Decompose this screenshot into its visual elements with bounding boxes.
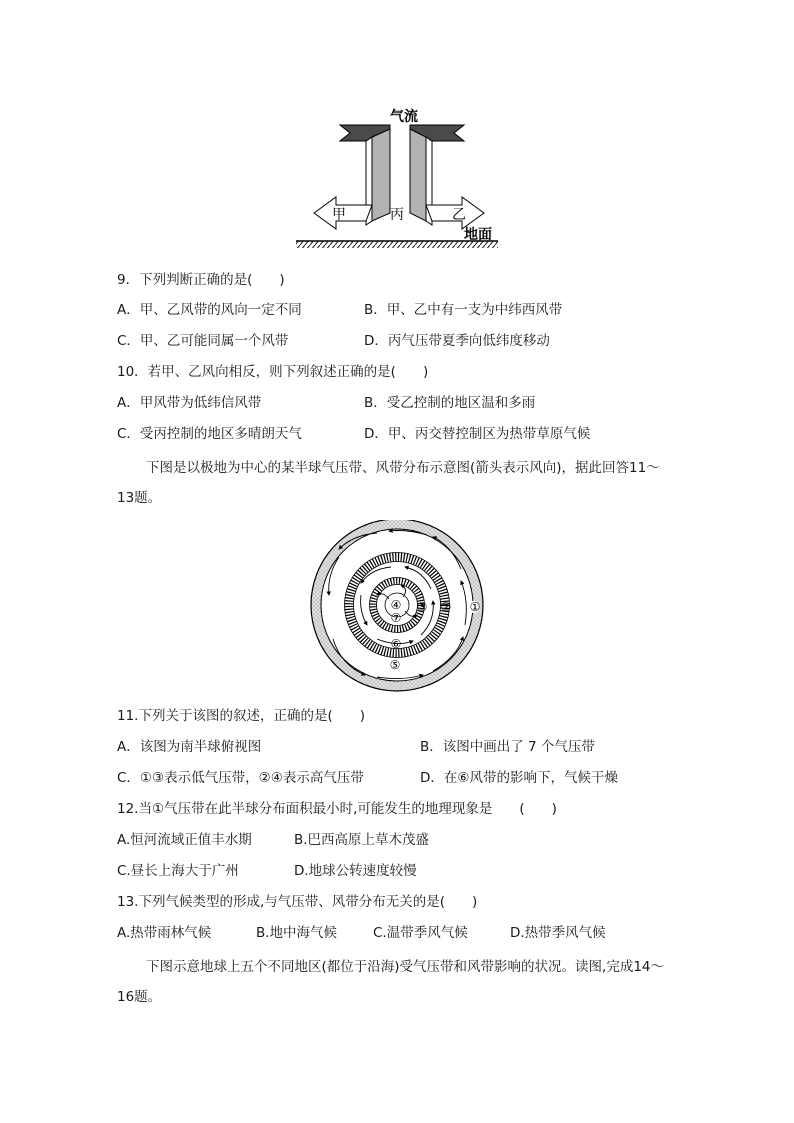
label-7: ⑦ xyxy=(390,611,402,625)
q11-option-c: C．①③表示低气压带，②④表示高气压带 xyxy=(117,770,364,786)
q10-option-c: C．受丙控制的地区多晴朗天气 xyxy=(117,426,302,442)
q13-option-c: C.温带季风气候 xyxy=(373,925,468,941)
label-yi: 乙 xyxy=(452,207,466,223)
label-ground: 地面 xyxy=(464,227,492,243)
q10-option-b: B．受乙控制的地区温和多雨 xyxy=(364,395,536,411)
q13-stem: 13.下列气候类型的形成,与气压带、风带分布无关的是( ) xyxy=(117,894,478,910)
q12-option-c: C.昼长上海大于广州 xyxy=(117,863,239,879)
q12-stem: 12.当①气压带在此半球分布面积最小时,可能发生的地理现象是 ( ) xyxy=(117,801,557,817)
q12-option-d: D.地球公转速度较慢 xyxy=(294,863,417,879)
label-jia: 甲 xyxy=(332,207,346,223)
q12-option-b: B.巴西高原上草木茂盛 xyxy=(294,832,430,848)
label-3: ③ xyxy=(416,600,428,614)
q10-stem: 10．若甲、乙风向相反，则下列叙述正确的是( ) xyxy=(117,364,429,380)
q9-option-c: C．甲、乙可能同属一个风带 xyxy=(117,333,289,349)
label-bing: 丙 xyxy=(390,207,404,223)
intro-2-line-1: 下图是以极地为中心的某半球气压带、风带分布示意图(箭头表示风向)，据此回答11～ xyxy=(146,460,660,476)
pressure-belt-diagram xyxy=(0,520,794,700)
q13-option-b: B.地中海气候 xyxy=(256,925,338,941)
label-2: ② xyxy=(440,600,452,614)
q11-stem: 11.下列关于该图的叙述，正确的是( ) xyxy=(117,708,366,724)
intro-3-line-2: 16题。 xyxy=(117,989,162,1005)
q9-stem: 9．下列判断正确的是( ) xyxy=(117,272,285,288)
q12-option-a: A.恒河流域正值丰水期 xyxy=(117,832,252,848)
q11-option-b: B．该图中画出了 7 个气压带 xyxy=(420,739,595,755)
label-4: ④ xyxy=(390,598,402,612)
q11-option-a: A．该图为南半球俯视图 xyxy=(117,739,262,755)
intro-3-line-1: 下图示意地球上五个不同地区(都位于沿海)受气压带和风带影响的状况。读图,完成14～ xyxy=(146,959,665,975)
q9-option-d: D．丙气压带夏季向低纬度移动 xyxy=(364,333,550,349)
label-6: ⑥ xyxy=(390,637,402,651)
q10-option-d: D．甲、丙交替控制区为热带草原气候 xyxy=(364,426,591,442)
q9-option-b: B．甲、乙中有一支为中纬西风带 xyxy=(364,302,563,318)
label-5: ⑤ xyxy=(389,658,401,672)
label-1: ① xyxy=(469,600,481,614)
intro-2-line-2: 13题。 xyxy=(117,490,162,506)
q9-option-a: A．甲、乙风带的风向一定不同 xyxy=(117,302,302,318)
q13-option-a: A.热带雨林气候 xyxy=(117,925,212,941)
q10-option-a: A．甲风带为低纬信风带 xyxy=(117,395,262,411)
q11-option-d: D．在⑥风带的影响下，气候干燥 xyxy=(420,770,618,786)
label-airflow: 气流 xyxy=(390,109,418,125)
q13-option-d: D.热带季风气候 xyxy=(510,925,606,941)
